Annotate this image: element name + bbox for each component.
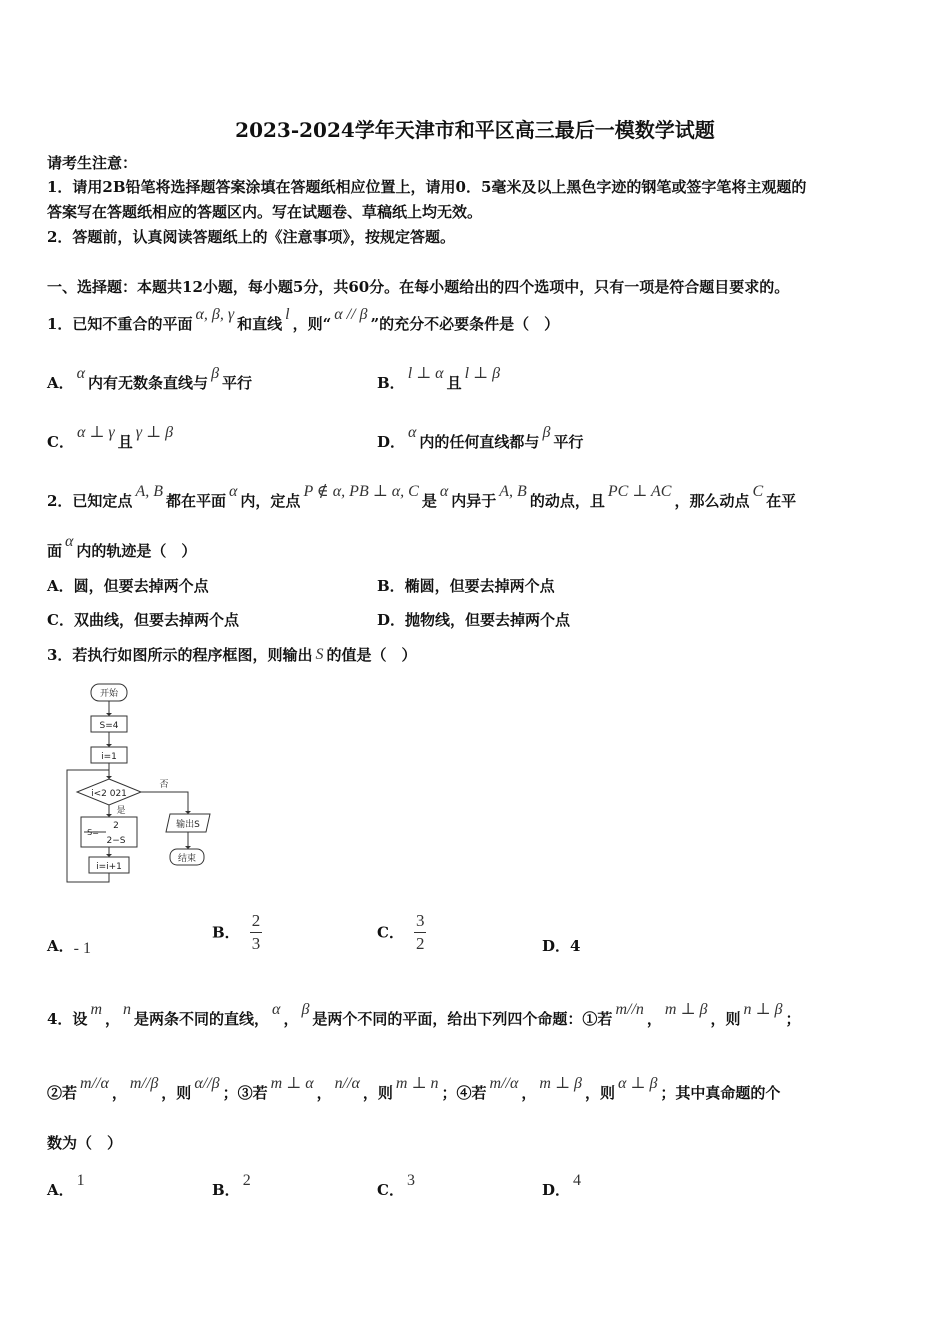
q1-option-d-label: D． xyxy=(377,433,406,451)
q1-option-b-label: B． xyxy=(377,374,405,392)
q4-math-5: m//n xyxy=(615,1001,644,1018)
q3-option-c[interactable] xyxy=(377,910,426,955)
q2-text-3: 内，定点 xyxy=(240,492,301,510)
q4-line2-math-7: m//α xyxy=(489,1075,519,1092)
q3-option-b-numerator: 2 xyxy=(250,910,263,933)
q1-option-a-math-2: β xyxy=(211,365,220,382)
q2-text-1: 2．已知定点 xyxy=(47,492,133,510)
question-1 xyxy=(47,306,560,335)
question-4 xyxy=(47,1001,801,1030)
q1-math-line: l xyxy=(285,306,290,323)
q4-option-a-value: 1 xyxy=(76,1172,85,1189)
flow-assign-lhs: S= xyxy=(87,828,99,837)
q4-option-d-label: D． xyxy=(542,1181,571,1199)
flow-end-label: 结束 xyxy=(177,854,197,864)
q4-line2-text-2: ， xyxy=(111,1084,127,1102)
q1-option-a-text-2: 平行 xyxy=(222,374,253,392)
q3-option-b[interactable] xyxy=(212,910,262,955)
q1-option-c[interactable] xyxy=(47,424,176,453)
q2-math-2: α xyxy=(229,483,238,500)
flow-i-init-label: i=1 xyxy=(101,752,117,762)
q1-option-b-math-1: l ⊥ α xyxy=(407,365,444,382)
q4-option-b-label: B． xyxy=(212,1181,240,1199)
flow-output-label: 输出S xyxy=(176,820,200,830)
q1-text-4: ”的充分不必要条件是（ ） xyxy=(370,315,560,333)
q4-text-6: ， xyxy=(646,1010,662,1028)
q4-line2-text-1: ②若 xyxy=(47,1084,78,1102)
q4-line2-math-6: m ⊥ n xyxy=(395,1075,439,1092)
q4-text-8: ； xyxy=(785,1010,801,1028)
q4-math-7: n ⊥ β xyxy=(743,1001,783,1018)
q1-option-a-label: A． xyxy=(47,374,74,392)
q2-math-6: PC ⊥ AC xyxy=(607,483,672,500)
q1-text-1: 1．已知不重合的平面 xyxy=(47,315,193,333)
q2-option-d[interactable]: D．抛物线，但要去掉两个点 xyxy=(377,611,571,629)
section-heading: 一、选择题：本题共12小题，每小题5分，共60分。在每小题给出的四个选项中，只有一项是符合题目要求的。 xyxy=(47,278,790,296)
q4-line2-text-6: ，则 xyxy=(362,1084,393,1102)
flow-start-label: 开始 xyxy=(99,689,119,699)
page-title: 2023-2024学年天津市和平区高三最后一模数学试题 xyxy=(235,118,715,142)
q1-text-2: 和直线 xyxy=(237,315,283,333)
q2-text-2: 都在平面 xyxy=(166,492,227,510)
q1-option-c-label: C． xyxy=(47,433,74,451)
q3-option-a-value: - 1 xyxy=(73,940,91,957)
q1-math-parallel: α // β xyxy=(334,306,368,323)
q4-text-1: 4．设 xyxy=(47,1010,88,1028)
q4-text-7: ，则 xyxy=(710,1010,741,1028)
q3-option-b-label: B． xyxy=(212,923,240,942)
q4-text-5: 是两个不同的平面，给出下列四个命题：①若 xyxy=(312,1010,613,1028)
q2-option-a[interactable]: A．圆，但要去掉两个点 xyxy=(47,577,209,595)
q4-math-4: β xyxy=(301,1001,310,1018)
q2-option-c[interactable]: C．双曲线，但要去掉两个点 xyxy=(47,611,239,629)
question-4-line-2 xyxy=(47,1075,781,1104)
flow-s-init-label: S=4 xyxy=(99,721,119,731)
q2-math-1: A, B xyxy=(135,483,163,500)
q4-option-b-value: 2 xyxy=(242,1172,251,1189)
q1-text-3: ，则“ xyxy=(292,315,332,333)
q2-line2-text-1: 面 xyxy=(47,542,63,560)
q1-option-a[interactable] xyxy=(47,365,253,394)
q1-option-d-text-2: 平行 xyxy=(553,433,584,451)
q4-math-6: m ⊥ β xyxy=(664,1001,708,1018)
q4-line2-text-10: ；其中真命题的个 xyxy=(660,1084,781,1102)
flow-condition-label: i<2 021 xyxy=(91,789,127,799)
q4-line2-math-3: α//β xyxy=(194,1075,220,1092)
q2-math-5: A, B xyxy=(499,483,527,500)
notice-line-1: 1．请用2B铅笔将选择题答案涂填在答题纸相应位置上，请用0．5毫米及以上黑色字迹的钢笔或签字笔将主观题的 xyxy=(47,178,807,196)
q4-option-c-value: 3 xyxy=(406,1172,415,1189)
q1-option-d-text-1: 内的任何直线都与 xyxy=(419,433,540,451)
flow-increment-label: i=i+1 xyxy=(96,862,122,872)
q4-text-3: 是两条不同的直线， xyxy=(134,1010,270,1028)
q4-math-1: m xyxy=(90,1001,102,1018)
q4-option-b[interactable] xyxy=(212,1172,254,1201)
q1-option-a-math-1: α xyxy=(76,365,86,382)
q4-line2-text-4: ；③若 xyxy=(222,1084,268,1102)
question-3 xyxy=(47,645,416,666)
q4-text-4: ， xyxy=(283,1010,299,1028)
q4-option-d[interactable] xyxy=(542,1172,584,1201)
q2-text-5: 内异于 xyxy=(451,492,497,510)
q3-option-a-label: A． xyxy=(47,937,74,955)
q4-math-2: n xyxy=(123,1001,132,1018)
notice-line-3: 2．答题前，认真阅读答题纸上的《注意事项》，按规定答题。 xyxy=(47,228,455,246)
q2-math-3: P ∉ α, PB ⊥ α, C xyxy=(303,483,419,500)
q2-math-7: C xyxy=(752,483,764,500)
q1-option-c-math-1: α ⊥ γ xyxy=(76,424,115,441)
q3-option-c-numerator: 3 xyxy=(414,910,427,933)
q4-line2-text-8: ， xyxy=(521,1084,537,1102)
q3-option-d[interactable]: D．4 xyxy=(542,937,581,955)
q4-option-a-label: A． xyxy=(47,1181,74,1199)
q3-option-a[interactable] xyxy=(47,936,91,957)
q2-text-4: 是 xyxy=(421,492,437,510)
flowchart xyxy=(60,680,230,890)
q4-line2-text-9: ，则 xyxy=(584,1084,615,1102)
q3-option-c-denominator: 2 xyxy=(415,934,425,953)
notice-heading: 请考生注意： xyxy=(47,154,138,172)
flow-no-label: 否 xyxy=(159,780,169,790)
q4-line2-math-5: n//α xyxy=(334,1075,360,1092)
question-2-line-2 xyxy=(47,533,197,562)
flow-yes-label: 是 xyxy=(116,806,126,816)
q1-option-c-text-1: 且 xyxy=(117,433,133,451)
q2-line2-text-2: 内的轨迹是（ ） xyxy=(76,542,197,560)
q4-line2-text-3: ，则 xyxy=(161,1084,192,1102)
q3-text-2: 的值是（ ） xyxy=(326,646,417,664)
q3-text-1: 3．若执行如图所示的程序框图，则输出 xyxy=(47,646,313,664)
q1-option-d[interactable] xyxy=(377,424,584,453)
q1-option-b-text-1: 且 xyxy=(446,374,462,392)
q1-option-b[interactable] xyxy=(377,365,503,394)
q1-math-planes: α, β, γ xyxy=(195,306,235,323)
q1-option-b-math-2: l ⊥ β xyxy=(464,365,501,382)
q2-text-7: ，那么动点 xyxy=(674,492,750,510)
q4-line2-text-5: ， xyxy=(316,1084,332,1102)
q4-line2-text-7: ；④若 xyxy=(441,1084,487,1102)
q3-option-b-denominator: 3 xyxy=(251,934,261,953)
q2-math-4: α xyxy=(439,483,449,500)
q4-line2-math-9: α ⊥ β xyxy=(618,1075,658,1092)
q4-option-c-label: C． xyxy=(377,1181,404,1199)
notice-line-2: 答案写在答题纸相应的答题区内。写在试题卷、草稿纸上均无效。 xyxy=(47,203,483,221)
question-2 xyxy=(47,483,797,512)
q4-option-d-value: 4 xyxy=(573,1172,582,1189)
q4-line2-math-4: m ⊥ α xyxy=(270,1075,314,1092)
q4-line2-math-2: m//β xyxy=(129,1075,159,1092)
q1-option-c-math-2: γ ⊥ β xyxy=(135,424,174,441)
q2-text-8: 在平 xyxy=(766,492,797,510)
q1-option-a-text-1: 内有无数条直线与 xyxy=(88,374,209,392)
q3-option-c-label: C． xyxy=(377,923,404,942)
q2-text-6: 的动点，且 xyxy=(529,492,605,510)
flow-assign-denominator: 2−S xyxy=(106,836,126,846)
flow-assign-numerator: 2 xyxy=(113,821,119,831)
q4-option-c[interactable] xyxy=(377,1172,418,1201)
q4-math-3: α xyxy=(272,1001,281,1018)
q2-line2-math: α xyxy=(65,533,74,550)
q1-option-d-math-2: β xyxy=(542,424,551,441)
q4-line2-math-8: m ⊥ β xyxy=(539,1075,582,1092)
question-4-line-3: 数为（ ） xyxy=(47,1134,123,1152)
q4-option-a[interactable] xyxy=(47,1172,88,1201)
q2-option-b[interactable]: B．椭圆，但要去掉两个点 xyxy=(377,577,555,595)
q3-math-1: S xyxy=(315,646,324,663)
q1-option-d-math-1: α xyxy=(408,424,417,441)
q4-text-2: ， xyxy=(105,1010,121,1028)
q4-line2-math-1: m//α xyxy=(80,1075,109,1092)
